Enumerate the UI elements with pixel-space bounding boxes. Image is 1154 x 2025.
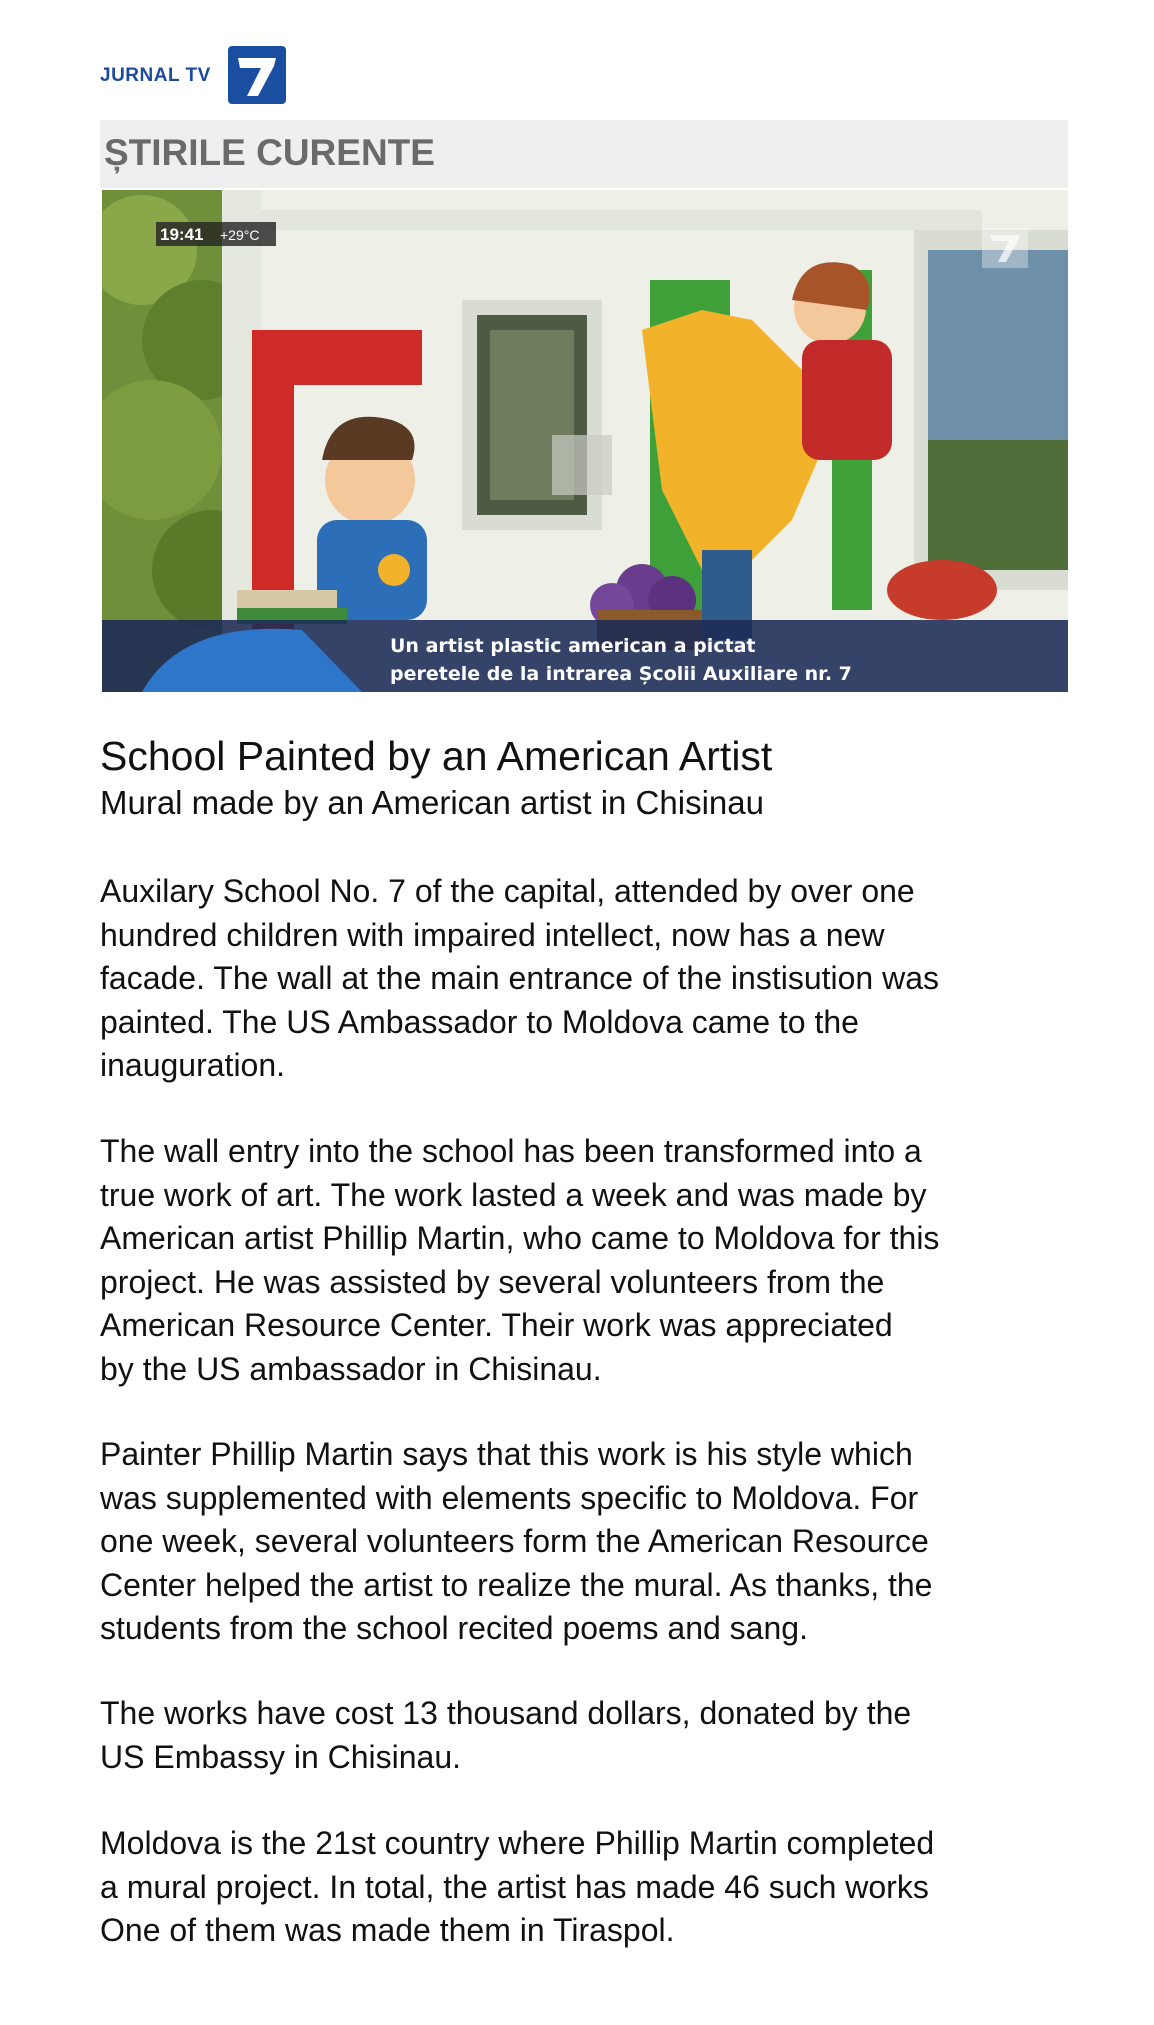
article-paragraph: Auxilary School No. 7 of the capital, attended by over one hundred children with impaired intellect, now has a new facade. The wall at the main entrance of the instisution was painted. The US Ambassador to Moldova came to the inauguration.: [100, 873, 939, 1083]
article-paragraph: Moldova is the 21st country where Phillip Martin completed a mural project. In total, the artist has made 46 such works One of them was made them in Tiraspol.: [100, 1825, 935, 1948]
article-subtitle: Mural made by an American artist in Chisinau: [100, 784, 764, 821]
photo-caption-line-2: peretele de la intrarea Școlii Auxiliare nr. 7: [390, 663, 852, 685]
section-title: ȘTIRILE CURENTE: [104, 132, 435, 173]
article-paragraph: The works have cost 13 thousand dollars, donated by the US Embassy in Chisinau.: [100, 1695, 912, 1775]
channel-7-logo-icon: [228, 46, 286, 104]
article-title: School Painted by an American Artist: [100, 733, 773, 779]
article-paragraph: The wall entry into the school has been transformed into a true work of art. The work lasted a week and was made by American artist Phillip Martin, who came to Moldova for this project. He was assisted by several volunteers from the American Resource Center. Their work was appreciated by the US ambassador in Chisinau.: [100, 1133, 940, 1387]
article-paragraph: Painter Phillip Martin says that this work is his style which was supplemented with elements specific to Moldova. For one week, several volunteers form the American Resource Center helped the artist to realize the mural. As thanks, the students from the school recited poems and sang.: [100, 1436, 933, 1646]
photo-clock: 19:41: [160, 225, 204, 244]
jurnal-tv-logo[interactable]: [100, 46, 290, 104]
article-photo: [102, 190, 1068, 692]
section-header: [100, 120, 1068, 188]
logo-text: JURNAL TV: [100, 65, 211, 86]
photo-temperature: +29°C: [220, 227, 260, 243]
photo-caption-line-1: Un artist plastic american a pictat: [390, 635, 756, 657]
